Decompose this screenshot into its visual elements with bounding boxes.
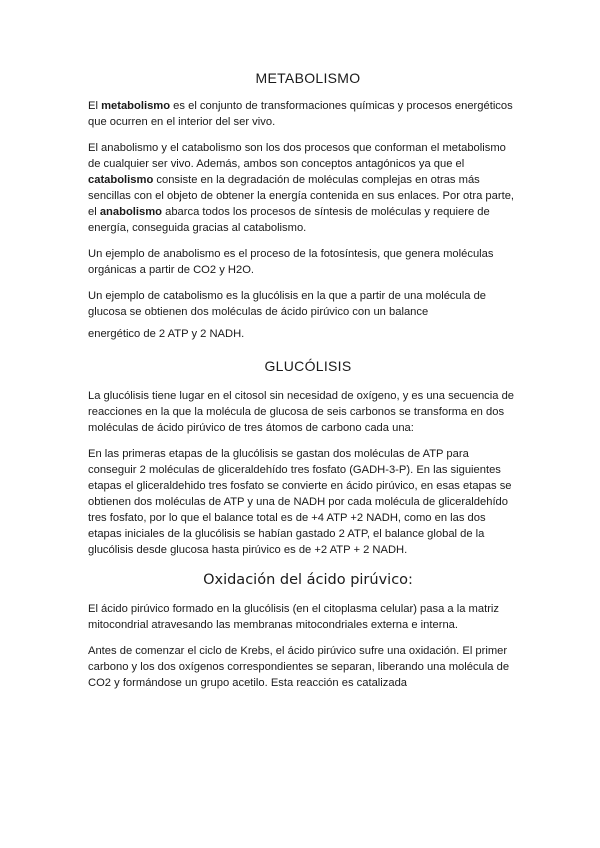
- paragraph-catabolismo-example: Un ejemplo de catabolismo es la glucólisis en la que a partir de una molécula de glucosa se obtienen dos moléculas de ácido pirúvico con un balance: [88, 290, 487, 318]
- heading-glucolisis: GLUCÓLISIS: [264, 358, 352, 374]
- paragraph-catabolismo-example-cont: energético de 2 ATP y 2 NADH.: [88, 328, 245, 340]
- paragraph-anabolismo-catabolismo: [88, 140, 516, 236]
- paragraph-glucolisis-stages: En las primeras etapas de la glucólisis se gastan dos moléculas de ATP para conseguir 2 moléculas de gliceraldehído tres fosfato (GADH-3-P). En las siguientes etapas el gliceraldehido tres fosfato se convierte en ácido pirúvico, en esas etapas se obtienen dos moléculas de ATP y una de NADH por cada molécula de gliceraldehído tres fosfato, por lo que el balance total es de +4 ATP +2 NADH, como en las dos etapas iniciales de la glucólisis se habían gastado 2 ATP, el balance global de la glucólisis desde glucosa hasta pirúvico es de +2 ATP + 2 NADH.: [88, 448, 512, 556]
- bold-term-catabolismo: catabolismo: [88, 174, 154, 186]
- text-segment: El anabolismo y el catabolismo son los dos procesos que conforman el metabolismo de cualquier ser vivo. Además, ambos son conceptos antagónicos ya que el: [88, 142, 506, 170]
- heading-oxidacion: Oxidación del ácido pirúvico:: [203, 572, 413, 588]
- paragraph-metabolismo-definition: [88, 98, 516, 130]
- text-segment: consiste en la degradación de moléculas complejas en otras más sencillas con el objeto de obtener la energía contenida en sus enlaces. Por otra parte, el: [88, 174, 515, 218]
- paragraph-oxidacion-matrix: El ácido pirúvico formado en la glucólisis (en el citoplasma celular) pasa a la matriz mitocondrial atravesando las membranas mitocondriales externa e interna.: [88, 603, 500, 631]
- heading-metabolismo: METABOLISMO: [255, 70, 361, 86]
- paragraph-anabolismo-example: Un ejemplo de anabolismo es el proceso de la fotosíntesis, que genera moléculas orgánicas a partir de CO2 y H2O.: [88, 248, 494, 276]
- bold-term-anabolismo: anabolismo: [99, 206, 162, 218]
- paragraph-oxidacion-krebs: Antes de comenzar el ciclo de Krebs, el ácido pirúvico sufre una oxidación. El primer carbono y los dos oxígenos correspondientes se separan, liberando una molécula de CO2 y formándose un grupo acetilo. Esta reacción es catalizada: [88, 645, 510, 689]
- document-body: [88, 70, 516, 701]
- text-segment: El: [88, 100, 102, 112]
- text-segment: es el conjunto de transformaciones químicas y procesos energéticos que ocurren en el interior del ser vivo.: [88, 100, 513, 128]
- text-segment: abarca todos los procesos de síntesis de moléculas y requiere de energía, conseguida gracias al catabolismo.: [88, 206, 490, 234]
- paragraph-glucolisis-intro: La glucólisis tiene lugar en el citosol sin necesidad de oxígeno, y es una secuencia de reacciones en la que la molécula de glucosa de seis carbonos se transforma en dos moléculas de ácido pirúvico de tres átomos de carbono cada una:: [88, 390, 515, 434]
- bold-term-metabolismo: metabolismo: [101, 100, 171, 112]
